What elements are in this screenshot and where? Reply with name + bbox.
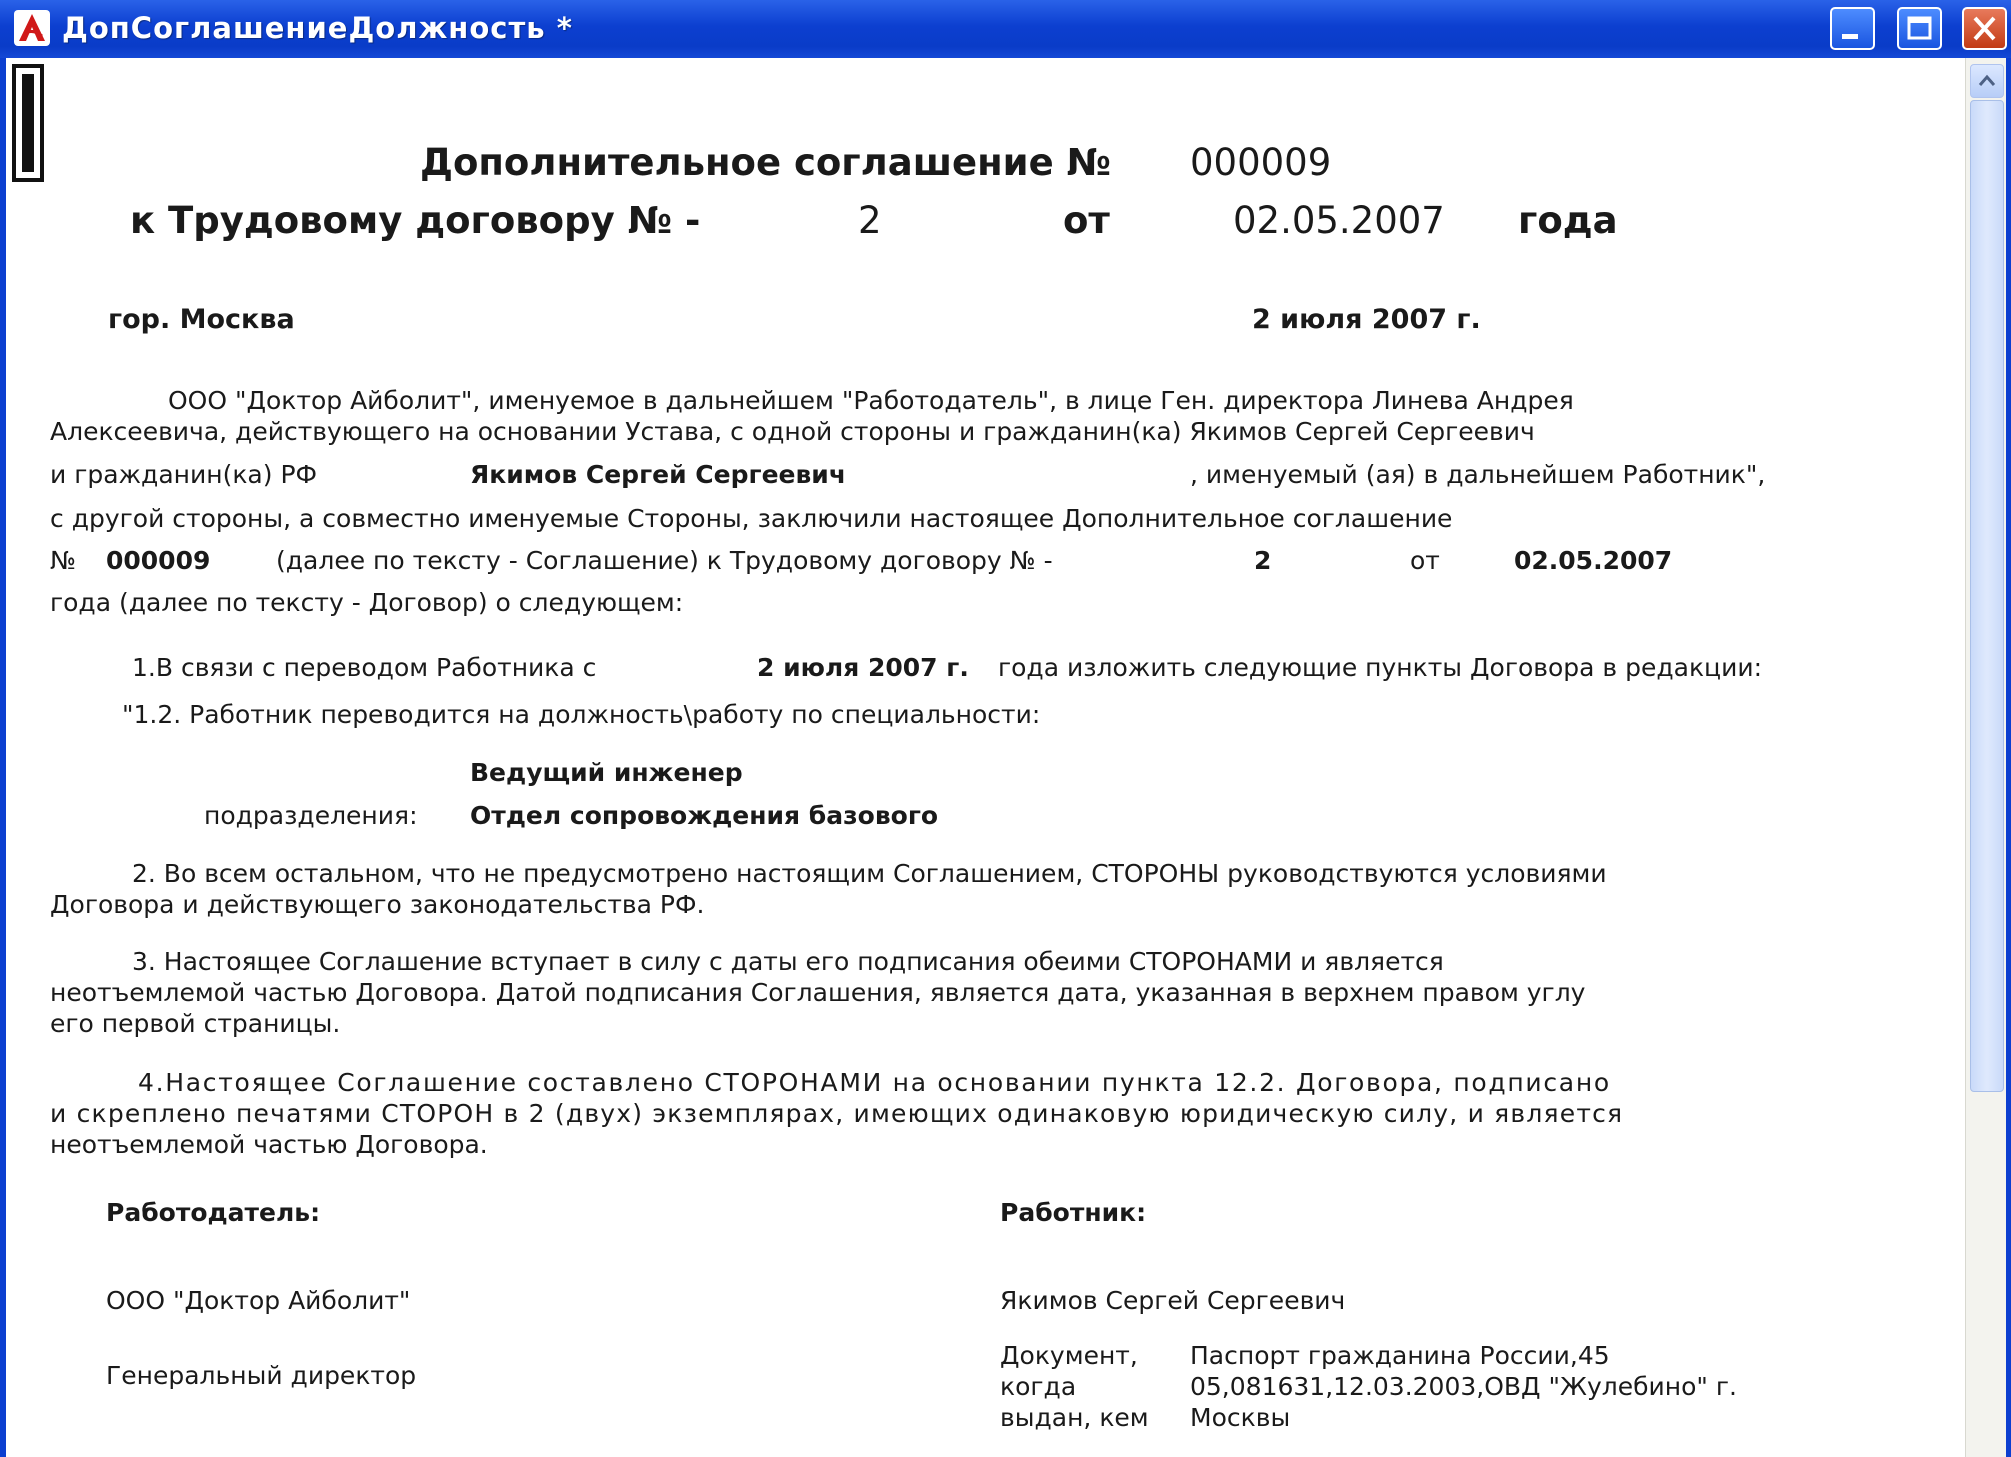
heading-line1-label: Дополнительное соглашение № [420, 141, 1112, 184]
intro-line5-from: от [1410, 546, 1440, 575]
heading-line2-label: к Трудовому договору № - [130, 199, 701, 242]
clause2-line2: Договора и действующего законодательства РФ. [50, 890, 705, 919]
vertical-scrollbar[interactable] [1965, 58, 2006, 1457]
close-button[interactable] [1962, 7, 2007, 50]
intro-line5-contract: 2 [1254, 546, 1272, 575]
window-title: ДопСоглашениеДолжность * [62, 11, 573, 45]
intro-line2: Алексеевича, действующего на основании Устава, с одной стороны и гражданин(ка) Якимов Сергей Сергеевич [50, 417, 1535, 446]
clause3-line2: неотъемлемой частью Договора. Датой подписания Соглашения, является дата, указанная в верхнем правом углу [50, 978, 1586, 1007]
clause1-sub: "1.2. Работник переводится на должность\работу по специальности: [122, 700, 1041, 729]
chevron-up-icon [1971, 65, 2003, 97]
scroll-thumb[interactable] [1970, 100, 2004, 1092]
intro-line5-number: 000009 [106, 546, 211, 575]
heading-year-word: года [1518, 199, 1618, 242]
clause1-prefix: 1.В связи с переводом Работника с [132, 653, 597, 682]
intro-line5-no: № [50, 546, 77, 575]
employer-org: ООО "Доктор Айболит" [106, 1286, 411, 1315]
intro-line4: с другой стороны, а совместно именуемые Стороны, заключили настоящее Дополнительное соглашение [50, 504, 1453, 533]
document-date: 2 июля 2007 г. [1252, 304, 1481, 335]
clause3-line3: его первой страницы. [50, 1009, 341, 1038]
clause2-line1: 2. Во всем остальном, что не предусмотрено настоящим Соглашением, СТОРОНЫ руководствуются условиями [132, 859, 1607, 888]
heading-from: от [1063, 199, 1110, 242]
intro-line5-date: 02.05.2007 [1514, 546, 1673, 575]
clause3-line1: 3. Настоящее Соглашение вступает в силу с даты его подписания обеими СТОРОНАМИ и является [132, 947, 1444, 976]
agreement-number: 000009 [1190, 141, 1332, 184]
minimize-button[interactable] [1830, 7, 1875, 50]
title-bar[interactable] [0, 0, 2011, 58]
document-page [0, 58, 1965, 1457]
clause4-line2: и скреплено печатями СТОРОН в 2 (двух) экземплярах, имеющих одинаковую юридическую силу, и является [50, 1099, 1624, 1128]
clause4-line3: неотъемлемой частью Договора. [50, 1130, 488, 1159]
clause1-suffix: года изложить следующие пункты Договора в редакции: [998, 653, 1762, 682]
clause1-date: 2 июля 2007 г. [757, 653, 969, 682]
intro-line3-prefix: и гражданин(ка) РФ [50, 460, 318, 489]
intro-line3-suffix: , именуемый (ая) в дальнейшем Работник", [1190, 460, 1766, 489]
employer-heading: Работодатель: [106, 1198, 321, 1227]
clause4-line1: 4.Настоящее Соглашение составлено СТОРОНАМИ на основании пункта 12.2. Договора, подписано [138, 1068, 1611, 1097]
position: Ведущий инженер [470, 758, 743, 787]
doc-label-3: выдан, кем [1000, 1403, 1149, 1432]
doc-label-2: когда [1000, 1372, 1077, 1401]
contract-date: 02.05.2007 [1233, 199, 1445, 242]
doc-value-2: 05,081631,12.03.2003,ОВД "Жулебино" г. [1190, 1372, 1737, 1401]
maximize-button[interactable] [1897, 7, 1942, 50]
doc-label-1: Документ, [1000, 1341, 1138, 1370]
department: Отдел сопровождения базового [470, 801, 939, 830]
doc-value-1: Паспорт гражданина России,45 [1190, 1341, 1610, 1370]
employee-heading: Работник: [1000, 1198, 1147, 1227]
intro-line6: года (далее по тексту - Договор) о следующем: [50, 588, 684, 617]
intro-line1: ООО "Доктор Айболит", именуемое в дальнейшем "Работодатель", в лице Ген. директора Линева Андрея [168, 386, 1574, 415]
signature-employee-name: Якимов Сергей Сергеевич [1000, 1286, 1346, 1315]
dept-label: подразделения: [204, 801, 418, 830]
scroll-up-button[interactable] [1970, 64, 2004, 98]
employer-position: Генеральный директор [106, 1361, 417, 1390]
acrobat-icon [14, 10, 50, 46]
contract-number: 2 [858, 199, 882, 242]
intro-line5-mid: (далее по тексту - Соглашение) к Трудовому договору № - [276, 546, 1053, 575]
city: гор. Москва [108, 304, 295, 335]
doc-value-3: Москвы [1190, 1403, 1291, 1432]
employee-name: Якимов Сергей Сергеевич [470, 460, 846, 489]
